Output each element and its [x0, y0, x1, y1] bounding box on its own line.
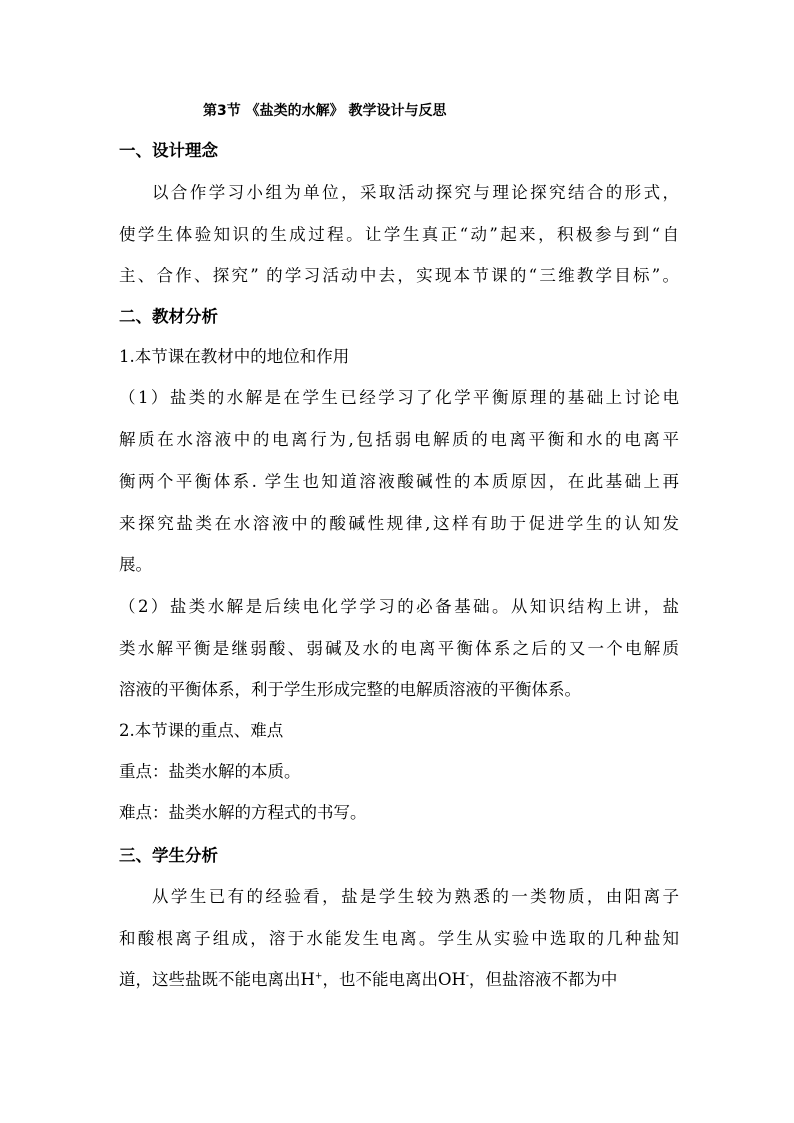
subsection-heading: 2.本节课的重点、难点 — [119, 721, 284, 740]
paragraph-line: 解质在水溶液中的电离行为,包括弱电解质的电离平衡和水的电离平 — [119, 430, 679, 449]
text-run: 道，这些盐既不能电离出H — [119, 970, 315, 989]
document-title: 第3节 《盐类的水解》 教学设计与反思 — [203, 103, 447, 119]
paragraph-line: 主、合作、探究” 的学习活动中去，实现本节课的“三维教学目标”。 — [119, 266, 679, 285]
paragraph-line: 衡两个平衡体系. 学生也知道溶液酸碱性的本质原因，在此基础上再 — [119, 472, 679, 491]
paragraph-line: 类水解平衡是继弱酸、弱碱及水的电离平衡体系之后的又一个电解质 — [119, 639, 679, 658]
paragraph-line: 使学生体验知识的生成过程。让学生真正“动”起来，积极参与到“自 — [119, 225, 679, 244]
key-point-line: 重点：盐类水解的本质。 — [119, 762, 301, 781]
section-heading-design-concept: 一、设计理念 — [119, 141, 218, 160]
paragraph-line: （1）盐类的水解是在学生已经学习了化学平衡原理的基础上讨论电 — [119, 388, 679, 407]
section-heading-student-analysis: 三、学生分析 — [119, 846, 218, 865]
section-heading-textbook-analysis: 二、教材分析 — [119, 307, 218, 326]
paragraph-line — [119, 968, 679, 992]
superscript-plus: + — [314, 971, 323, 982]
difficulty-line: 难点：盐类水解的方程式的书写。 — [119, 803, 367, 822]
paragraph-line: （2）盐类水解是后续电化学学习的必备基础。从知识结构上讲，盐 — [119, 597, 679, 616]
paragraph-line: 展。 — [119, 555, 152, 574]
paragraph-line: 从学生已有的经验看，盐是学生较为熟悉的一类物质，由阳离子 — [152, 887, 679, 906]
paragraph-line: 来探究盐类在水溶液中的酸碱性规律,这样有助于促进学生的认知发 — [119, 514, 679, 533]
text-run: ，也不能电离出OH — [322, 970, 466, 989]
paragraph-line: 和酸根离子组成，溶于水能发生电离。学生从实验中选取的几种盐知 — [119, 929, 679, 948]
subsection-heading: 1.本节课在教材中的地位和作用 — [119, 347, 350, 366]
paragraph-line: 以合作学习小组为单位，采取活动探究与理论探究结合的形式， — [152, 183, 679, 202]
superscript-minus: - — [465, 971, 469, 982]
paragraph-line: 溶液的平衡体系，利于学生形成完整的电解质溶液的平衡体系。 — [119, 680, 581, 699]
text-run: ，但盐溶液不都为中 — [468, 970, 618, 989]
